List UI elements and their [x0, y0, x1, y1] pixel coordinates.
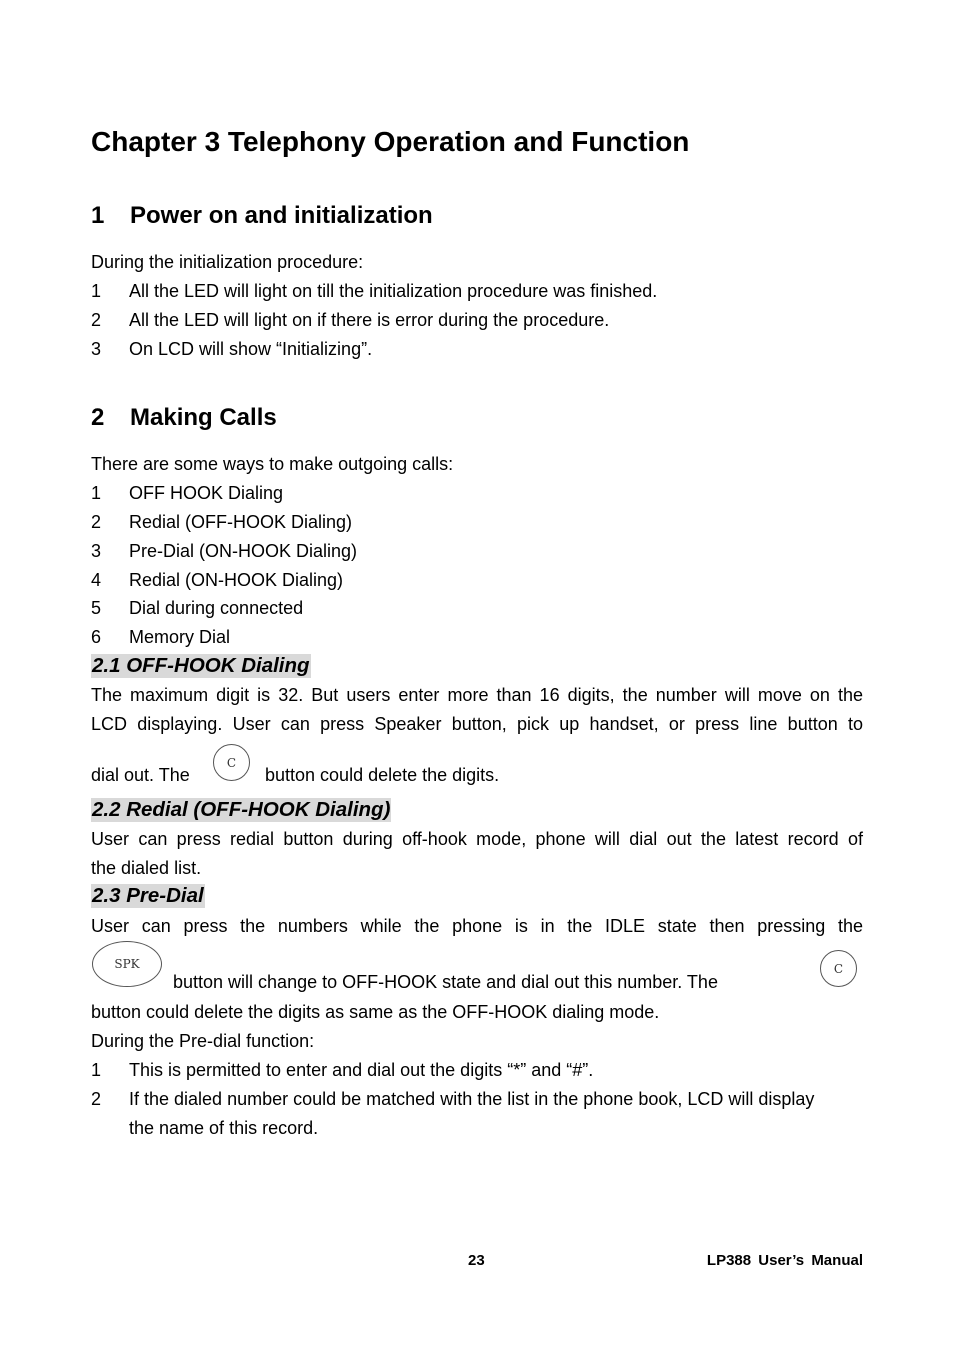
paragraph-line: The maximum digit is 32. But users enter more than 16 digits, the number will move on the: [91, 685, 863, 705]
paragraph-line: LCD displaying. User can press Speaker button, pick up handset, or press line button to: [91, 714, 863, 734]
manual-title: LP388 User’s Manual: [706, 1252, 863, 1269]
paragraph: During the initialization procedure:: [91, 252, 364, 272]
paragraph-line: button could delete the digits.: [265, 765, 500, 785]
subsection-heading-off-hook: 2.1 OFF-HOOK Dialing: [92, 654, 310, 677]
speaker-button-icon: SPK: [92, 941, 162, 987]
clear-button-icon: C: [820, 950, 857, 987]
chapter-title: Chapter 3 Telephony Operation and Function: [91, 126, 690, 157]
list-item: 6 Memory Dial: [91, 627, 231, 647]
list-item: 2 Redial (OFF-HOOK Dialing): [91, 512, 353, 532]
paragraph-line: button could delete the digits as same as the OFF-HOOK dialing mode.: [91, 1002, 660, 1022]
list-item: 1 All the LED will light on till the initialization procedure was finished.: [91, 281, 658, 301]
clear-button-icon: C: [213, 744, 250, 781]
paragraph-line: the dialed list.: [91, 858, 202, 878]
section-heading-power-on: [91, 202, 433, 230]
list-item: 2 All the LED will light on if there is error during the procedure.: [91, 310, 610, 330]
section-number: 1: [91, 202, 105, 229]
section-number: 2: [91, 404, 105, 431]
subsection-heading-pre-dial: 2.3 Pre-Dial: [92, 884, 204, 907]
paragraph-line: dial out. The: [91, 765, 190, 785]
list-item: 3 Pre-Dial (ON-HOOK Dialing): [91, 541, 358, 561]
list-item: 3 On LCD will show “Initializing”.: [91, 339, 373, 359]
paragraph-line: User can press the numbers while the phone is in the IDLE state then pressing the: [91, 916, 863, 936]
paragraph: There are some ways to make outgoing calls:: [91, 454, 454, 474]
subsection-heading-redial: 2.2 Redial (OFF-HOOK Dialing): [92, 798, 391, 821]
section-heading-making-calls: [91, 404, 277, 432]
list-item: 2 If the dialed number could be matched with the list in the phone book, LCD will display: [91, 1089, 815, 1109]
list-item-continuation: the name of this record.: [129, 1118, 319, 1138]
paragraph-line: During the Pre-dial function:: [91, 1031, 315, 1051]
section-title: Power on and initialization: [130, 202, 433, 229]
paragraph-line: button will change to OFF-HOOK state and dial out this number. The: [173, 972, 718, 992]
list-item: 5 Dial during connected: [91, 598, 304, 618]
list-item: 1 This is permitted to enter and dial out the digits “*” and “#”.: [91, 1060, 594, 1080]
section-title: Making Calls: [130, 404, 277, 431]
paragraph-line: User can press redial button during off-hook mode, phone will dial out the latest record of: [91, 829, 863, 849]
list-item: 1 OFF HOOK Dialing: [91, 483, 284, 503]
page-number: 23: [468, 1252, 485, 1269]
list-item: 4 Redial (ON-HOOK Dialing): [91, 570, 344, 590]
